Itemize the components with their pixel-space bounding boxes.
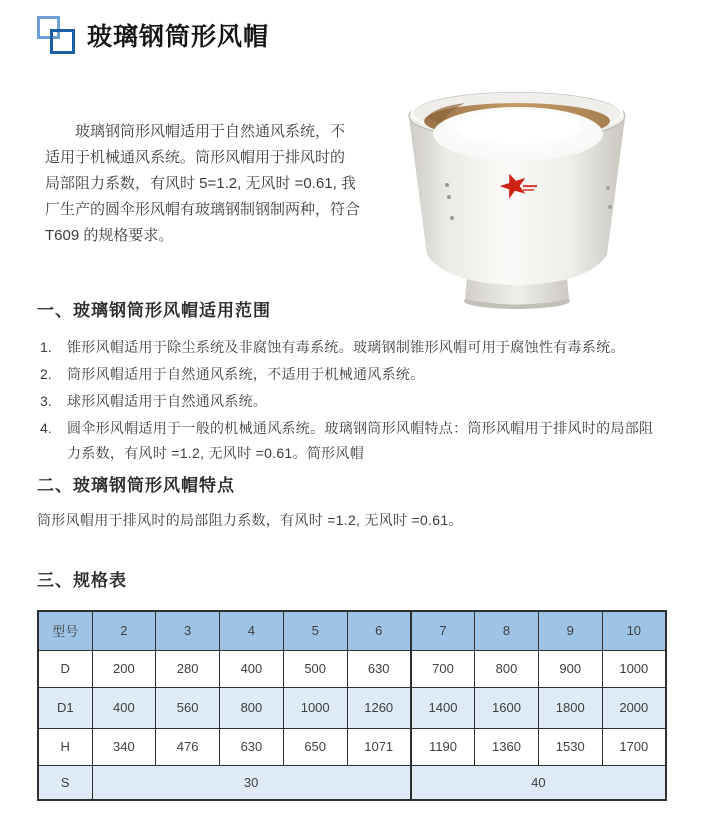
spec-cell: 1600 [475, 687, 539, 728]
logo-square-dark [50, 29, 75, 54]
list-item [37, 389, 667, 414]
spec-cell: 476 [156, 728, 220, 765]
spec-cell: 1000 [283, 687, 347, 728]
spec-table [37, 610, 667, 801]
list-item [37, 416, 667, 466]
spec-table-header-row [38, 611, 666, 650]
spec-cell: 800 [475, 650, 539, 687]
overlapping-squares-logo-icon [37, 15, 77, 55]
page-title: 玻璃钢筒形风帽 [87, 22, 270, 51]
spec-header-cell: 10 [602, 611, 666, 650]
spec-cell: 1190 [411, 728, 475, 765]
section-heading-features: 二、玻璃钢筒形风帽特点 [37, 476, 235, 495]
spec-cell: 800 [220, 687, 284, 728]
list-item-number: 4. [40, 420, 52, 436]
spec-cell: 1071 [347, 728, 411, 765]
spec-row-D1 [38, 687, 666, 728]
scope-list [37, 335, 667, 466]
rivet-dot [608, 205, 612, 209]
rivet-dot [450, 216, 454, 220]
list-item-text: 筒形风帽适用于自然通风系统，不适用于机械通风系统。 [67, 366, 425, 382]
spec-cell: 1000 [602, 650, 666, 687]
list-item-text: 锥形风帽适用于除尘系统及非腐蚀有毒系统。玻璃钢制锥形风帽可用于腐蚀性有毒系统。 [67, 339, 625, 355]
list-item-number: 3. [40, 393, 52, 409]
spec-cell: 200 [92, 650, 156, 687]
brand-text-marks [523, 189, 534, 191]
list-item-number: 2. [40, 366, 52, 382]
rivet-dot [606, 186, 610, 190]
list-item [37, 335, 667, 360]
spec-cell: 630 [347, 650, 411, 687]
spec-row-H [38, 728, 666, 765]
spec-header-cell: 6 [347, 611, 411, 650]
row-label-cell: D [38, 650, 92, 687]
list-item-number: 1. [40, 339, 52, 355]
row-label-cell: S [38, 765, 92, 800]
spec-header-cell: 9 [538, 611, 602, 650]
spec-cell: 1530 [538, 728, 602, 765]
spec-cell: 560 [156, 687, 220, 728]
spec-header-cell: 5 [283, 611, 347, 650]
spec-cell: 650 [283, 728, 347, 765]
spec-header-cell: 2 [92, 611, 156, 650]
intro-line: 局部阻力系数，有风时 5=1.2, 无风时 =0.61, 我 [45, 175, 356, 192]
spec-header-cell: 3 [156, 611, 220, 650]
spec-cell: 400 [220, 650, 284, 687]
intro-line: 适用于机械通风系统。筒形风帽用于排风时的 [45, 149, 346, 166]
spec-cell: 1260 [347, 687, 411, 728]
spec-merged-cell: 30 [92, 765, 411, 800]
spec-cell: 900 [538, 650, 602, 687]
features-paragraph: 筒形风帽用于排风时的局部阻力系数，有风时 =1.2, 无风时 =0.61。 [37, 512, 463, 528]
intro-line: T609 的规格要求。 [45, 227, 174, 244]
spec-cell: 1800 [538, 687, 602, 728]
spec-cell: 280 [156, 650, 220, 687]
spec-cell: 340 [92, 728, 156, 765]
list-item-text: 球形风帽适用于自然通风系统。 [67, 393, 268, 409]
spec-merged-cell: 40 [411, 765, 666, 800]
spec-header-cell: 型号 [38, 611, 92, 650]
spec-cell: 1700 [602, 728, 666, 765]
spec-cell: 700 [411, 650, 475, 687]
dome-top-highlight [456, 110, 580, 144]
product-photo [405, 85, 635, 315]
doc-header [37, 13, 667, 57]
intro-line: 玻璃钢筒形风帽适用于自然通风系统，不 [75, 123, 346, 140]
spec-row-S [38, 765, 666, 800]
list-item [37, 362, 667, 387]
row-label-cell: D1 [38, 687, 92, 728]
spec-header-cell: 7 [411, 611, 475, 650]
brand-text-marks [523, 185, 537, 187]
list-item-text: 圆伞形风帽适用于一般的机械通风系统。玻璃钢筒形风帽特点：筒形风帽用于排风时的局部阻力系数，有风时 =1.2, 无风时 =0.61。简形风帽 [67, 420, 654, 461]
rivet-dot [445, 183, 449, 187]
rivet-dot [447, 195, 451, 199]
spec-header-cell: 4 [220, 611, 284, 650]
spec-row-D [38, 650, 666, 687]
section-heading-specs: 三、规格表 [37, 571, 127, 590]
spec-cell: 1400 [411, 687, 475, 728]
intro-line: 厂生产的圆伞形风帽有玻璃钢制钢制两种，符合 [45, 201, 361, 218]
spec-header-cell: 8 [475, 611, 539, 650]
intro-paragraph [45, 119, 399, 249]
spec-cell: 630 [220, 728, 284, 765]
spec-cell: 500 [283, 650, 347, 687]
spec-cell: 1360 [475, 728, 539, 765]
section-heading-scope: 一、玻璃钢筒形风帽适用范围 [37, 301, 271, 320]
row-label-cell: H [38, 728, 92, 765]
spec-cell: 400 [92, 687, 156, 728]
spec-cell: 2000 [602, 687, 666, 728]
